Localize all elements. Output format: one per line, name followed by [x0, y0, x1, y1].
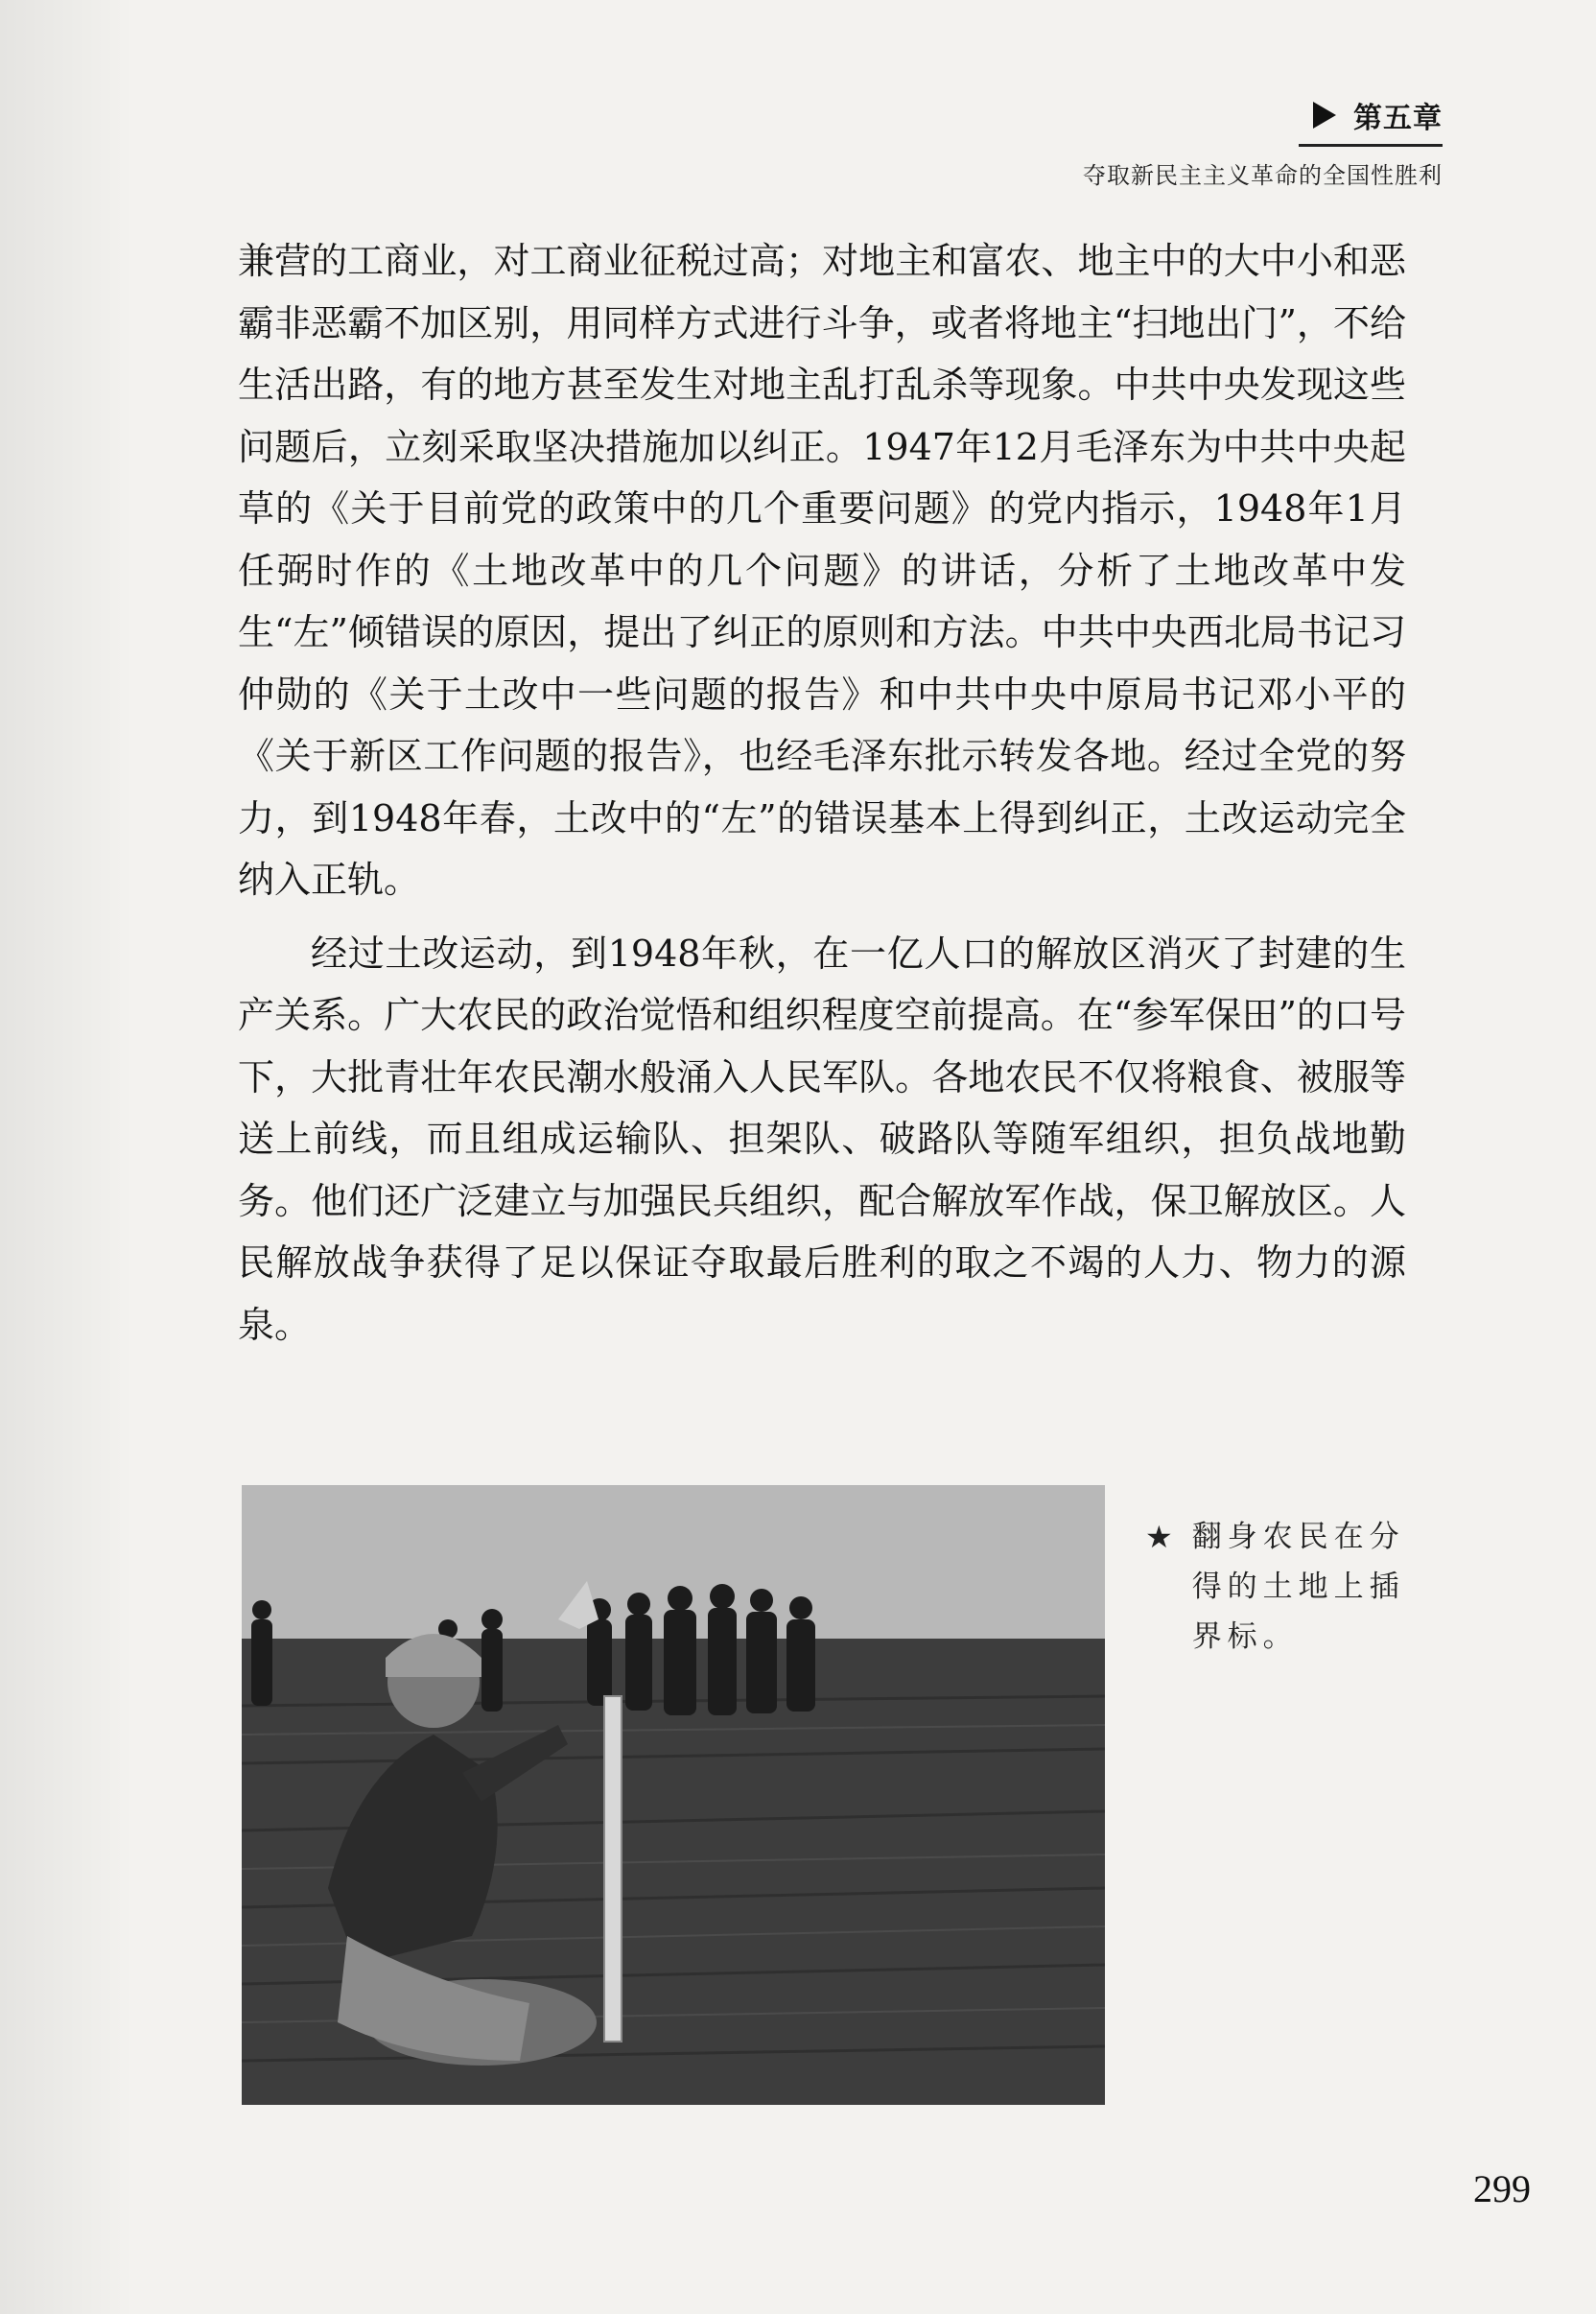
- chapter-title: 夺取新民主主义革命的全国性胜利: [1083, 162, 1443, 189]
- caption-text: 翻身农民在分得的土地上插界标。: [1191, 1520, 1405, 1654]
- triangle-right-icon: [1313, 102, 1336, 129]
- photo-illustration: [242, 1485, 1105, 2105]
- chapter-label: 第五章: [1353, 102, 1443, 135]
- historical-photo: [242, 1485, 1105, 2105]
- body-text: [238, 230, 1406, 1356]
- page-shading: [0, 0, 134, 2314]
- figure-caption: [1145, 1512, 1423, 1662]
- chapter-heading: [1299, 94, 1443, 147]
- paragraph: 兼营的工商业，对工商业征税过高；对地主和富农、地主中的大中小和恶霸非恶霸不加区别，用同样方式进行斗争，或者将地主“扫地出门”，不给生活出路，有的地方甚至发生对地主乱打乱杀等现象。中共中央发现这些问题后，立刻采取坚决措施加以纠正。1947年12月毛泽东为中共中央起草的《关于目前党的政策中的几个重要问题》的党内指示，1948年1月任弼时作的《土地改革中的几个问题》的讲话，分析了土地改革中发生“左”倾错误的原因，提出了纠正的原则和方法。中共中央西北局书记习仲勋的《关于土改中一些问题的报告》和中共中央中原局书记邓小平的《关于新区工作问题的报告》，也经毛泽东批示转发各地。经过全党的努力，到1948年春，土改中的“左”的错误基本上得到纠正，土改运动完全纳入正轨。: [238, 240, 1406, 901]
- running-header: [1083, 94, 1443, 190]
- star-icon: ★: [1145, 1519, 1173, 1555]
- page-number: 299: [1473, 2167, 1531, 2210]
- paragraph: 经过土改运动，到1948年秋，在一亿人口的解放区消灭了封建的生产关系。广大农民的政治觉悟和组织程度空前提高。在“参军保田”的口号下，大批青壮年农民潮水般涌入人民军队。各地农民不仅将粮食、被服等送上前线，而且组成运输队、担架队、破路队等随军组织，担负战地勤务。他们还广泛建立与加强民兵组织，配合解放军作战，保卫解放区。人民解放战争获得了足以保证夺取最后胜利的取之不竭的人力、物力的源泉。: [238, 932, 1406, 1346]
